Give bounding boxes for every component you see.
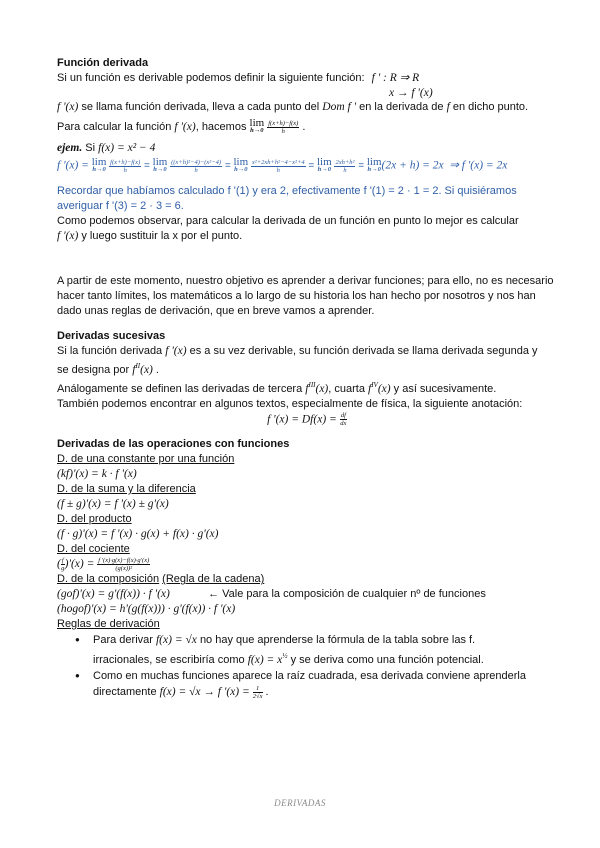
bullet-1 bbox=[57, 632, 557, 668]
intro-line bbox=[57, 71, 557, 86]
operation-label: D. del producto bbox=[57, 513, 132, 526]
fprime-x: f '(x) bbox=[174, 120, 196, 133]
intro-text: Si un función es derivable podemos definir la siguiente función: bbox=[57, 72, 365, 84]
sucesivas-text-b: es a su vez derivable, su función derivada se llama derivada segunda y bbox=[189, 345, 538, 357]
composition-formula: (gof)'(x) = g'(f(x)) · f '(x) bbox=[57, 588, 170, 601]
operation-formula: (f · g)'(x) = f '(x) · g(x) + f(x) · g'(x) bbox=[57, 528, 219, 541]
bullet-2: ● Como en muchas funciones aparece la raíz cuadrada, esa derivada conviene aprenderla directamente f(x) = √x → f '(x) = $\frac{1}{2√x}$ . bbox=[57, 668, 557, 700]
bullet-1-text-c: irracionales, se escribiría como bbox=[93, 654, 245, 667]
sqrt-formula: f(x) = √x bbox=[155, 634, 197, 647]
def-text-a: se llama función derivada, lleva a cada punto del bbox=[81, 101, 320, 113]
operations-list bbox=[57, 452, 557, 572]
operation-formula: (kf)'(x) = k · f '(x) bbox=[57, 468, 137, 481]
chain-rule-label: (Regla de la cadena) bbox=[162, 573, 265, 586]
example-function: f(x) = x² − 4 bbox=[98, 142, 156, 154]
bullet-2-text-a: Como en muchas funciones aparece la raíz cuadrada, esa derivada conviene aprenderla bbox=[93, 670, 526, 683]
sucesivas-text-f: y así sucesivamente. bbox=[393, 382, 497, 395]
dom-symbol: Dom f ' bbox=[322, 101, 357, 113]
fourth-derivative: $f^{IV}(x)$ bbox=[368, 380, 391, 395]
map-formula-2 bbox=[57, 86, 557, 100]
operation-formula: ( $\frac{f}{g}$ )'(x) = $\frac{f '(x)\cdot g(x)-f(x)\cdot g'(x)}{\text{(g(x))²}}$ bbox=[57, 557, 150, 573]
observation-2-text: y luego sustituir la x por el punto. bbox=[81, 230, 243, 242]
def-text-b: en la derivada de bbox=[359, 101, 444, 113]
sucesivas-text-a: Si la función derivada bbox=[57, 345, 163, 357]
bullet-1-text-a: Para derivar bbox=[93, 634, 153, 647]
sucesivas-line-2: se designa por $f^{II}(x)$ . bbox=[57, 362, 159, 376]
composition-formula-2: (hogof)'(x) = h'(g(f(x))) · g'(f(x)) · f '(x) bbox=[57, 603, 236, 616]
page-footer: DERIVADAS bbox=[274, 798, 326, 808]
composition-formula-1 bbox=[57, 587, 557, 602]
operation-label: D. del cociente bbox=[57, 543, 130, 556]
operation-label: D. de una constante por una función bbox=[57, 453, 235, 466]
composition-note: ← Vale para la composición de cualquier nº de funciones bbox=[208, 588, 486, 601]
compute-line: Para calcular la función f '(x), hacemos lim h→0 $\frac{f(x+h)-f(x)}{h}$ . bbox=[57, 117, 306, 135]
sucesivas-line-1 bbox=[57, 344, 557, 359]
bullet-1-text-b: no hay que aprenderse la fórmula de la tabla sobre las f. bbox=[199, 634, 476, 647]
section-title-sucesivas: Derivadas sucesivas bbox=[57, 330, 166, 342]
third-derivative: $f^{III}(x)$ bbox=[305, 380, 329, 395]
document-page bbox=[57, 56, 557, 700]
bullet-2-text-b: directamente bbox=[93, 686, 157, 699]
fprime-symbol: f '(x) bbox=[57, 101, 79, 113]
map-formula-second: x → f '(x) bbox=[389, 87, 433, 99]
sucesivas-text-c: se designa por bbox=[57, 363, 130, 376]
power-formula: $f(x) = x^{\frac{1}{2}}$ bbox=[247, 652, 288, 667]
sqrt-derivative-fraction: $\frac{1}{2√x}$ bbox=[252, 684, 263, 700]
observation-1: Como podemos observar, para calcular la derivada de un función en punto lo mejor es calcular bbox=[57, 215, 519, 227]
second-derivative: $f^{II}(x)$ bbox=[132, 362, 153, 376]
composition-label: D. de la composición bbox=[57, 573, 160, 586]
sucesivas-line-3 bbox=[57, 378, 557, 397]
sucesivas-line-4: También podemos encontrar en algunos textos, especialmente de física, la siguiente anotación: bbox=[57, 397, 523, 410]
compute-text: Para calcular la función bbox=[57, 120, 172, 133]
operation-label: D. de la suma y la diferencia bbox=[57, 483, 196, 496]
blue-note-2: averiguar f '(3) = 2 · 3 = 6. bbox=[57, 200, 184, 212]
composition-label-line bbox=[57, 572, 557, 587]
derivative-def-line bbox=[57, 100, 557, 115]
example-si: Si bbox=[85, 142, 96, 154]
blue-note-1: Recordar que habíamos calculado f '(1) y era 2, efectivamente f '(1) = 2 · 1 = 2. Si quisiéramos bbox=[57, 185, 517, 197]
sucesivas-text-e: , cuarta bbox=[328, 382, 365, 395]
main-paragraph: A partir de este momento, nuestro objetivo es aprender a derivar funciones; para ello, no es necesario hacer tanto límites, los matemáticos a lo largo de su historia los han hecho por nosotros y nos han dado unas reglas de derivación, que en breve vamos a aprender. bbox=[57, 275, 554, 317]
rules-title: Reglas de derivación bbox=[57, 618, 160, 631]
bullet-1-text-d: y se deriva como una función potencial. bbox=[290, 654, 484, 667]
section-title-funcion-derivada: Función derivada bbox=[57, 57, 149, 69]
map-formula: f ' : R ⇒ R bbox=[371, 72, 420, 84]
df-notation: f '(x) = Df(x) = $\frac{df}{dx}$ bbox=[267, 411, 347, 427]
fprime-x-3: f '(x) bbox=[165, 345, 187, 357]
difference-quotient: $\frac{f(x+h)-f(x)}{h}$ bbox=[268, 119, 299, 135]
operation-formula: (f ± g)'(x) = f '(x) ± g'(x) bbox=[57, 498, 169, 511]
def-text-c: en dicho punto. bbox=[452, 101, 529, 113]
fprime-x-2: f '(x) bbox=[57, 230, 79, 242]
example-label: ejem. bbox=[57, 142, 83, 154]
sqrt-derivative-formula: f(x) = √x → f '(x) = bbox=[159, 686, 250, 699]
section-title-operaciones: Derivadas de las operaciones con funciones bbox=[57, 438, 290, 451]
limit-expression: lim h→0 bbox=[249, 117, 265, 134]
example-line bbox=[57, 141, 557, 156]
sucesivas-text-d: Análogamente se definen las derivadas de tercera bbox=[57, 382, 303, 395]
compute-text-b: , hacemos bbox=[195, 120, 247, 133]
observation-2 bbox=[57, 229, 557, 244]
f-symbol: f bbox=[446, 101, 450, 113]
example-derivation: f '(x) = lim h→0 $\frac{f(x+h)-f(x)}{h}$ = lim h→0 $\frac{\text{((x+h)²−4)−(x²−4)}}{h}$ = lim h→0 $\frac{\text{x²+2xh+h²−4−x²+4}}{h}$ = lim h→0 $\frac{\text{2xh+h²}}{h}$ = lim h→0 (2x + h) = 2x ⇒ f '(x) = 2x bbox=[57, 156, 508, 174]
